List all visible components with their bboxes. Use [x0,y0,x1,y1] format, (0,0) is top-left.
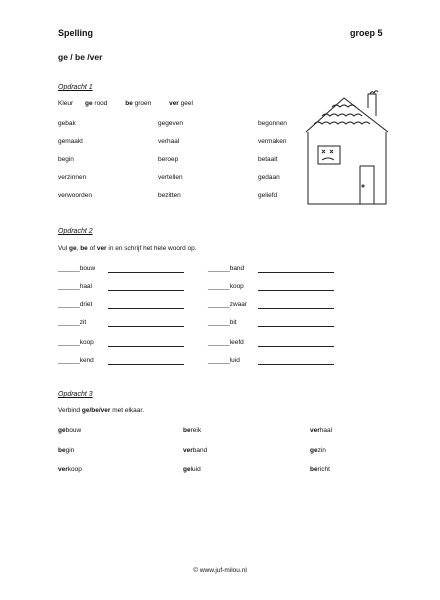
answer-line[interactable] [258,326,334,327]
answer-line[interactable] [108,326,184,327]
fill-in-word [58,301,92,308]
word-to-color: vertellen [158,174,183,181]
footer-credit: © www.juf-milou.nl [193,567,247,574]
word-stem: zit [79,319,87,326]
key-ge: ge [85,100,93,107]
word-to-color: begonnen [258,120,287,127]
answer-line[interactable] [108,364,184,365]
match-prefix: be [310,466,318,473]
word-stem: koop [79,339,94,346]
word-to-color: vermaken [258,138,287,145]
opdracht-2-instruction [58,245,197,252]
word-stem: driet [79,301,93,308]
word-to-color: bezitten [158,192,181,199]
match-prefix: ge [310,447,318,454]
fill-in-word [58,283,92,290]
instruction-kleur: Kleur [58,100,74,107]
fill-in-word [208,265,244,272]
word-to-color: beroep [158,156,179,163]
prefix-blank[interactable]: ______ [58,319,80,326]
fill-in-word [58,339,94,346]
word-stem: bouw [79,265,96,272]
match-stem: haal [319,427,333,434]
word-to-color: betaalt [258,156,278,163]
match-word[interactable] [183,466,201,473]
prefix-blank[interactable]: ______ [58,283,80,290]
prefix-blank[interactable]: ______ [58,357,80,364]
answer-line[interactable] [258,308,334,309]
word-to-color: begin [58,156,74,163]
color-rood: rood [92,100,108,107]
prefix-blank[interactable]: ______ [58,265,80,272]
answer-line[interactable] [108,272,184,273]
worksheet-subtitle: ge / be /ver [58,52,103,62]
opdracht-1-instruction [58,100,193,107]
instr-a: Vul [58,245,69,252]
word-stem: leefd [229,339,244,346]
word-stem: zwaar [229,301,248,308]
match-stem: zin [317,447,326,454]
prefix-blank[interactable]: ______ [58,339,80,346]
worksheet-title: Spelling [58,28,94,38]
word-stem: koop [229,283,244,290]
instr-c: , [76,245,81,252]
match-stem: gin [65,447,75,454]
word-to-color: geliefd [258,192,278,199]
match-stem: koop [67,466,82,473]
fill-in-word [58,357,94,364]
match-prefix: ver [183,447,193,454]
answer-line[interactable] [108,346,184,347]
fill-in-word [208,301,247,308]
word-stem: kend [79,357,94,364]
fill-in-word [58,319,86,326]
word-stem: bit [229,319,237,326]
match-word[interactable] [183,447,207,454]
prefix-blank[interactable]: ______ [208,301,230,308]
fill-in-word [208,339,244,346]
match-prefix: be [58,447,66,454]
fill-in-word [208,319,237,326]
match-word[interactable] [58,466,82,473]
prefix-blank[interactable]: ______ [58,301,80,308]
opdracht-2-label: Opdracht 2 [58,228,93,235]
instr-d: of [87,245,97,252]
word-to-color: gemaakt [58,138,83,145]
answer-line[interactable] [108,290,184,291]
match-word[interactable] [183,427,201,434]
match-stem: richt [317,466,330,473]
prefix-blank[interactable]: ______ [208,319,230,326]
match-word[interactable] [310,427,332,434]
match-word[interactable] [58,427,81,434]
answer-line[interactable] [258,346,334,347]
prefix-blank[interactable]: ______ [208,265,230,272]
instr3-prefixes: ge/be/ver [81,407,111,414]
prefix-blank[interactable]: ______ [208,339,230,346]
answer-line[interactable] [258,290,334,291]
match-word[interactable] [58,447,74,454]
opdracht-1-label: Opdracht 1 [58,84,93,91]
prefix-blank[interactable]: ______ [208,283,230,290]
color-geel: geel [178,100,193,107]
opdracht-3-label: Opdracht 3 [58,391,93,398]
fill-in-word [208,357,240,364]
match-prefix: ge [58,427,66,434]
answer-line[interactable] [108,308,184,309]
opdracht-3-instruction [58,407,144,414]
match-stem: bouw [65,427,82,434]
word-to-color: gebak [58,120,76,127]
match-word[interactable] [310,447,326,454]
answer-line[interactable] [258,364,334,365]
prefix-blank[interactable]: ______ [208,357,230,364]
instr3-a: Verbind [58,407,82,414]
word-to-color: verzinnen [58,174,87,181]
word-to-color: gegeven [158,120,183,127]
match-prefix: ver [58,466,68,473]
instr-ge: ge [68,245,77,252]
key-ver: ver [169,100,179,107]
instr-ver: ver [96,245,107,252]
answer-line[interactable] [258,272,334,273]
word-stem: band [229,265,245,272]
match-stem: band [192,447,208,454]
word-to-color: gedaan [258,174,280,181]
color-groen: groen [132,100,152,107]
key-be: be [125,100,133,107]
word-stem: haal [79,283,92,290]
word-to-color: verwoorden [58,192,92,199]
fill-in-word [208,283,244,290]
fill-in-word [58,265,95,272]
match-stem: reik [190,427,202,434]
match-prefix: ver [310,427,320,434]
instr-be: be [80,245,88,252]
instr-e: in en schrijf het hele woord op. [106,245,197,252]
match-prefix: ge [183,466,191,473]
word-stem: luid [229,357,240,364]
match-stem: luid [190,466,201,473]
match-prefix: be [183,427,191,434]
group-label: groep 5 [350,28,383,38]
word-to-color: verhaal [158,138,180,145]
instr3-c: met elkaar. [110,407,145,414]
house-drawing [300,86,390,206]
match-word[interactable] [310,466,330,473]
